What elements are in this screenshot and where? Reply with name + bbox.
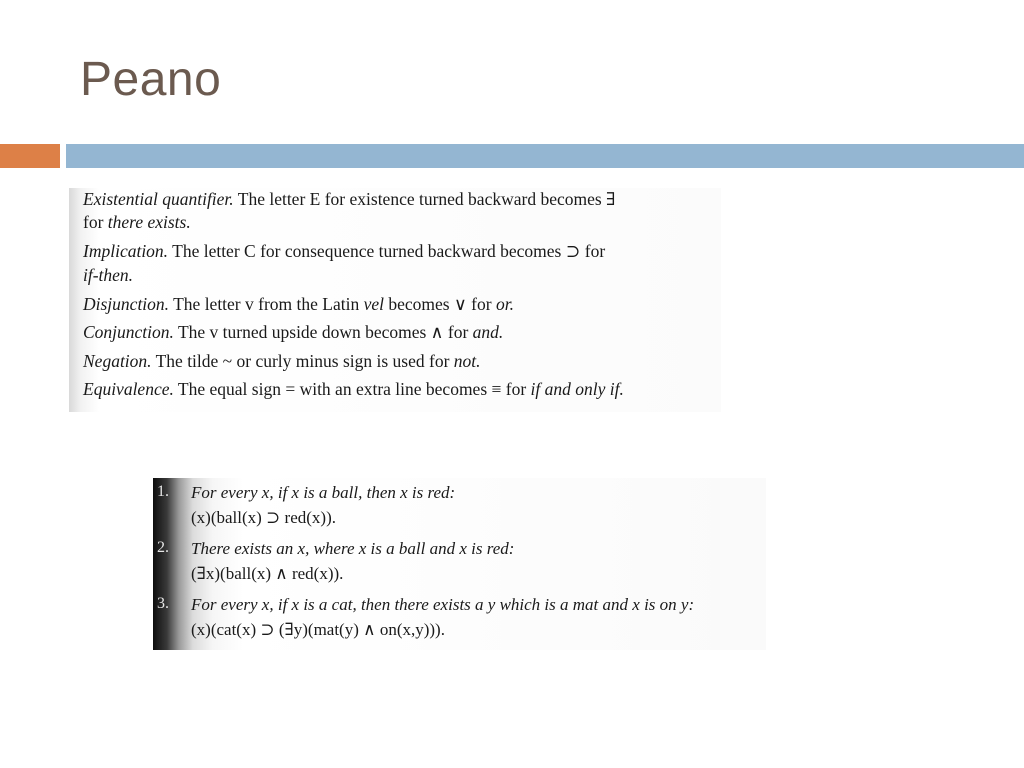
accent-bar-blue — [66, 144, 1024, 168]
example-formula: (∃x)(ball(x) ∧ red(x)). — [191, 564, 344, 583]
example-sentence: For every x, if x is a cat, then there exists a y which is a mat and x is on y: — [191, 595, 695, 614]
scanned-definitions-image — [69, 188, 721, 412]
scanned-examples-image — [153, 478, 766, 650]
definition-line: Implication. The letter C for consequence turned backward becomes ⊃ for — [83, 241, 606, 261]
definition-line: Negation. The tilde ~ or curly minus sign is used for not. — [83, 351, 481, 371]
example-number: 3. — [157, 595, 169, 612]
example-sentence: There exists an x, where x is a ball and x is red: — [191, 539, 515, 558]
definition-line: Conjunction. The v turned upside down becomes ∧ for and. — [83, 322, 504, 342]
example-formula: (x)(ball(x) ⊃ red(x)). — [191, 508, 336, 527]
accent-bar-orange — [0, 144, 60, 168]
definition-line: Disjunction. The letter v from the Latin vel becomes ∨ for or. — [83, 294, 514, 314]
example-formula: (x)(cat(x) ⊃ (∃y)(mat(y) ∧ on(x,y))). — [191, 620, 445, 639]
definition-line: Equivalence. The equal sign = with an extra line becomes ≡ for if and only if. — [83, 379, 624, 399]
example-number: 2. — [157, 539, 169, 556]
slide-title: Peano — [80, 53, 222, 106]
definition-line: Existential quantifier. The letter E for existence turned backward becomes ∃ — [83, 189, 616, 209]
example-number: 1. — [157, 483, 169, 500]
definition-line: for there exists. — [83, 212, 191, 232]
definition-line: if-then. — [83, 265, 134, 285]
example-sentence: For every x, if x is a ball, then x is red: — [191, 483, 456, 502]
